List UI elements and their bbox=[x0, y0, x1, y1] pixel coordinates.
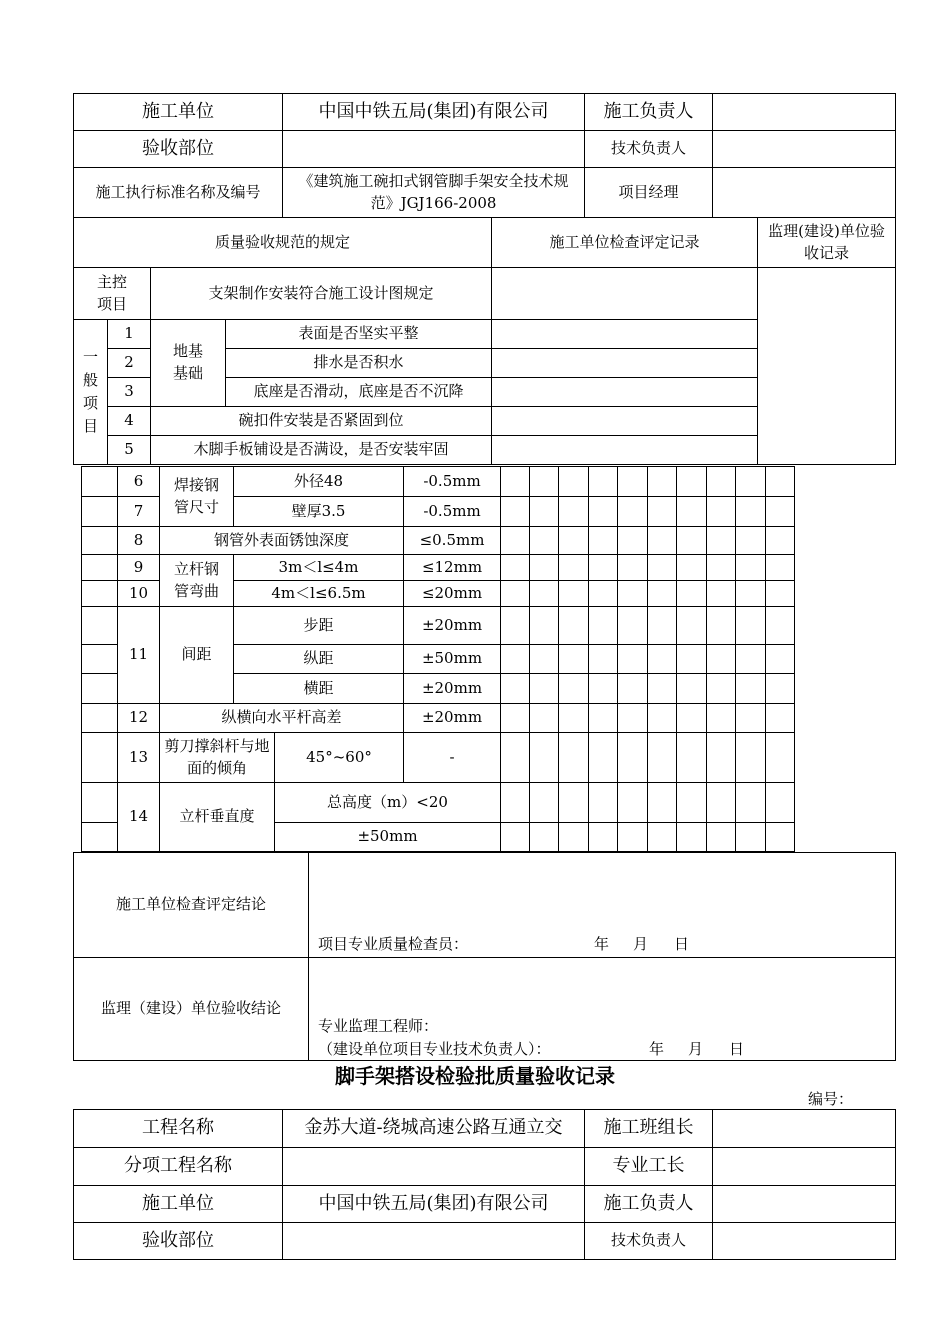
measure-cell[interactable] bbox=[736, 733, 766, 783]
weld-pipe-label: 焊接钢管尺寸 bbox=[160, 467, 234, 527]
measure-cell[interactable] bbox=[766, 555, 795, 581]
measure-cell[interactable] bbox=[618, 555, 648, 581]
measure-cell[interactable] bbox=[559, 704, 589, 733]
measure-cell[interactable] bbox=[589, 733, 618, 783]
measure-cell[interactable] bbox=[766, 674, 795, 704]
measure-cell[interactable] bbox=[530, 581, 559, 607]
construction-unit-value: 中国中铁五局(集团)有限公司 bbox=[283, 94, 585, 131]
blank-cell bbox=[82, 645, 118, 674]
spec-column-header: 质量验收规范的规定 bbox=[74, 218, 492, 268]
measure-cell[interactable] bbox=[559, 581, 589, 607]
serial-number-label: 编号： bbox=[808, 1090, 854, 1108]
measure-cell[interactable] bbox=[707, 607, 736, 645]
main-control-text: 支架制作安装符合施工设计图规定 bbox=[151, 268, 492, 320]
item-number: 5 bbox=[108, 436, 151, 465]
item-number: 12 bbox=[118, 704, 160, 733]
measure-cell[interactable] bbox=[766, 645, 795, 674]
foundation-label: 地基基础 bbox=[151, 320, 226, 407]
measure-cell[interactable] bbox=[677, 674, 707, 704]
tolerance: ≤20mm bbox=[404, 581, 501, 607]
measure-cell[interactable] bbox=[530, 607, 559, 645]
item-text: 3m＜l≤4m bbox=[234, 555, 404, 581]
measure-cell[interactable] bbox=[648, 674, 677, 704]
item-text: 碗扣件安装是否紧固到位 bbox=[151, 407, 492, 436]
blank-cell bbox=[82, 823, 118, 852]
team-leader-value[interactable] bbox=[713, 1110, 896, 1148]
measure-cell[interactable] bbox=[766, 823, 795, 852]
tolerance: ±20mm bbox=[404, 704, 501, 733]
measure-cell[interactable] bbox=[707, 704, 736, 733]
measure-cell[interactable] bbox=[707, 467, 736, 497]
measured-items-table bbox=[81, 466, 795, 852]
item-number: 4 bbox=[108, 407, 151, 436]
measure-cell[interactable] bbox=[589, 674, 618, 704]
tech-leader-label: 技术负责人 bbox=[585, 131, 713, 168]
main-control-record[interactable] bbox=[492, 268, 758, 320]
supervision-record-column-header: 监理(建设)单位验收记录 bbox=[758, 218, 896, 268]
measure-cell[interactable] bbox=[530, 783, 559, 823]
measure-cell[interactable] bbox=[530, 497, 559, 527]
measure-cell[interactable] bbox=[530, 555, 559, 581]
measure-cell[interactable] bbox=[589, 527, 618, 555]
acceptance-part-label: 验收部位 bbox=[74, 1223, 283, 1260]
pole-bend-label: 立杆钢管弯曲 bbox=[160, 555, 234, 607]
measure-cell[interactable] bbox=[501, 645, 530, 674]
measure-cell[interactable] bbox=[618, 783, 648, 823]
measure-cell[interactable] bbox=[618, 823, 648, 852]
item-number: 8 bbox=[118, 527, 160, 555]
blank-cell bbox=[82, 704, 118, 733]
blank-cell bbox=[82, 783, 118, 823]
blank-cell bbox=[82, 467, 118, 497]
tolerance: - bbox=[404, 733, 501, 783]
measure-cell[interactable] bbox=[589, 497, 618, 527]
measure-cell[interactable] bbox=[766, 733, 795, 783]
item-number: 11 bbox=[118, 607, 160, 704]
measure-cell[interactable] bbox=[648, 497, 677, 527]
measure-cell[interactable] bbox=[530, 467, 559, 497]
measure-cell[interactable] bbox=[766, 497, 795, 527]
measure-cell[interactable] bbox=[501, 607, 530, 645]
measure-cell[interactable] bbox=[677, 607, 707, 645]
measure-cell[interactable] bbox=[501, 733, 530, 783]
owner-line: （建设单位项目专业技术负责人）： bbox=[318, 1040, 551, 1058]
measure-cell[interactable] bbox=[736, 527, 766, 555]
measure-cell[interactable] bbox=[559, 607, 589, 645]
foreman-label: 专业工长 bbox=[585, 1148, 713, 1186]
item-number: 2 bbox=[108, 349, 151, 378]
measure-cell[interactable] bbox=[589, 555, 618, 581]
conclusion-table bbox=[73, 852, 896, 1061]
item-record[interactable] bbox=[492, 436, 758, 465]
measure-cell[interactable] bbox=[707, 555, 736, 581]
form-title: 脚手架搭设检验批质量验收记录 bbox=[335, 1064, 615, 1088]
tolerance: ±20mm bbox=[404, 674, 501, 704]
blank-cell bbox=[82, 527, 118, 555]
measure-cell[interactable] bbox=[501, 497, 530, 527]
check-record-column-header: 施工单位检查评定记录 bbox=[492, 218, 758, 268]
supervision-conclusion-label: 监理（建设）单位验收结论 bbox=[74, 958, 309, 1061]
date-month: 月 bbox=[688, 1040, 704, 1058]
measure-cell[interactable] bbox=[736, 607, 766, 645]
team-leader-label: 施工班组长 bbox=[585, 1110, 713, 1148]
item-record[interactable] bbox=[492, 349, 758, 378]
general-items-label: 一般项目 bbox=[74, 320, 108, 465]
acceptance-part-label: 验收部位 bbox=[74, 131, 283, 168]
measure-cell[interactable] bbox=[559, 645, 589, 674]
supervision-record-cell[interactable] bbox=[758, 268, 896, 465]
measure-cell[interactable] bbox=[530, 674, 559, 704]
measure-cell[interactable] bbox=[707, 823, 736, 852]
date-year: 年 bbox=[594, 935, 610, 953]
measure-cell[interactable] bbox=[677, 733, 707, 783]
item-record[interactable] bbox=[492, 407, 758, 436]
measure-cell[interactable] bbox=[736, 497, 766, 527]
measure-cell[interactable] bbox=[648, 467, 677, 497]
measure-cell[interactable] bbox=[648, 823, 677, 852]
standard-label: 施工执行标准名称及编号 bbox=[74, 168, 283, 218]
measure-cell[interactable] bbox=[589, 645, 618, 674]
measure-cell[interactable] bbox=[559, 823, 589, 852]
measure-cell[interactable] bbox=[530, 823, 559, 852]
date-day: 日 bbox=[674, 935, 690, 953]
construction-leader-label: 施工负责人 bbox=[585, 1186, 713, 1223]
measure-cell[interactable] bbox=[677, 467, 707, 497]
measure-cell[interactable] bbox=[766, 581, 795, 607]
blank-cell bbox=[82, 674, 118, 704]
measure-cell[interactable] bbox=[618, 581, 648, 607]
item-number: 9 bbox=[118, 555, 160, 581]
tolerance: -0.5mm bbox=[404, 467, 501, 497]
tech-leader-value[interactable] bbox=[713, 1223, 896, 1260]
tolerance: ≤12mm bbox=[404, 555, 501, 581]
measure-cell[interactable] bbox=[618, 674, 648, 704]
construction-leader-value[interactable] bbox=[713, 94, 896, 131]
measure-cell[interactable] bbox=[677, 823, 707, 852]
main-control-label: 主控项目 bbox=[74, 268, 151, 320]
measure-cell[interactable] bbox=[648, 555, 677, 581]
measure-cell[interactable] bbox=[589, 607, 618, 645]
tech-leader-value[interactable] bbox=[713, 131, 896, 168]
foreman-value[interactable] bbox=[713, 1148, 896, 1186]
measure-cell[interactable] bbox=[589, 823, 618, 852]
measure-cell[interactable] bbox=[736, 783, 766, 823]
project-name-label: 工程名称 bbox=[74, 1110, 283, 1148]
measure-cell[interactable] bbox=[677, 704, 707, 733]
measure-cell[interactable] bbox=[589, 467, 618, 497]
item-record[interactable] bbox=[492, 320, 758, 349]
tolerance: ±20mm bbox=[404, 607, 501, 645]
measure-cell[interactable] bbox=[736, 823, 766, 852]
measure-cell[interactable] bbox=[501, 823, 530, 852]
bracing-label: 剪刀撑斜杆与地面的倾角 bbox=[160, 733, 275, 783]
tech-leader-label: 技术负责人 bbox=[585, 1223, 713, 1260]
item-text: 纵横向水平杆高差 bbox=[160, 704, 404, 733]
measure-cell[interactable] bbox=[559, 497, 589, 527]
item-text: 总高度（m）<20 bbox=[275, 783, 501, 823]
measure-cell[interactable] bbox=[707, 527, 736, 555]
inspection-table-top bbox=[73, 93, 896, 465]
item-number: 13 bbox=[118, 733, 160, 783]
construction-leader-value[interactable] bbox=[713, 1186, 896, 1223]
date-month: 月 bbox=[633, 935, 649, 953]
item-text: 底座是否滑动，底座是否不沉降 bbox=[226, 378, 492, 407]
tolerance: ±50mm bbox=[404, 645, 501, 674]
item-number: 14 bbox=[118, 783, 160, 852]
item-number: 6 bbox=[118, 467, 160, 497]
measure-cell[interactable] bbox=[677, 581, 707, 607]
measure-cell[interactable] bbox=[707, 783, 736, 823]
item-text: 外径48 bbox=[234, 467, 404, 497]
construction-unit-label: 施工单位 bbox=[74, 1186, 283, 1223]
measure-cell[interactable] bbox=[648, 704, 677, 733]
measure-cell[interactable] bbox=[736, 645, 766, 674]
measure-cell[interactable] bbox=[501, 467, 530, 497]
measure-cell[interactable] bbox=[618, 704, 648, 733]
measure-cell[interactable] bbox=[618, 497, 648, 527]
measure-cell[interactable] bbox=[648, 733, 677, 783]
measure-cell[interactable] bbox=[501, 581, 530, 607]
measure-cell[interactable] bbox=[501, 674, 530, 704]
project-name-value: 金苏大道-绕城高速公路互通立交 bbox=[283, 1110, 585, 1148]
blank-cell bbox=[82, 733, 118, 783]
measure-cell[interactable] bbox=[707, 733, 736, 783]
measure-cell[interactable] bbox=[530, 645, 559, 674]
blank-cell bbox=[82, 555, 118, 581]
blank-cell bbox=[82, 497, 118, 527]
acceptance-part-value[interactable] bbox=[283, 1223, 585, 1260]
subproject-label: 分项工程名称 bbox=[74, 1148, 283, 1186]
vertical-label: 立杆垂直度 bbox=[160, 783, 275, 852]
measure-cell[interactable] bbox=[736, 555, 766, 581]
item-text: 排水是否积水 bbox=[226, 349, 492, 378]
measure-cell[interactable] bbox=[530, 733, 559, 783]
item-number: 10 bbox=[118, 581, 160, 607]
item-text: 表面是否坚实平整 bbox=[226, 320, 492, 349]
measure-cell[interactable] bbox=[559, 527, 589, 555]
measure-cell[interactable] bbox=[501, 783, 530, 823]
tolerance: ≤0.5mm bbox=[404, 527, 501, 555]
item-record[interactable] bbox=[492, 378, 758, 407]
date-year: 年 bbox=[649, 1040, 665, 1058]
measure-cell[interactable] bbox=[766, 467, 795, 497]
measure-cell[interactable] bbox=[618, 733, 648, 783]
measure-cell[interactable] bbox=[707, 674, 736, 704]
item-number: 1 bbox=[108, 320, 151, 349]
construction-unit-value: 中国中铁五局(集团)有限公司 bbox=[283, 1186, 585, 1223]
item-number: 7 bbox=[118, 497, 160, 527]
measure-cell[interactable] bbox=[648, 581, 677, 607]
measure-cell[interactable] bbox=[736, 467, 766, 497]
measure-cell[interactable] bbox=[501, 704, 530, 733]
measure-cell[interactable] bbox=[559, 733, 589, 783]
project-manager-label: 项目经理 bbox=[585, 168, 713, 218]
measure-cell[interactable] bbox=[589, 704, 618, 733]
measure-cell[interactable] bbox=[501, 527, 530, 555]
item-text: 纵距 bbox=[234, 645, 404, 674]
engineer-line: 专业监理工程师： bbox=[318, 1017, 439, 1035]
measure-cell[interactable] bbox=[707, 645, 736, 674]
measure-cell[interactable] bbox=[501, 555, 530, 581]
subproject-value[interactable] bbox=[283, 1148, 585, 1186]
item-text: 4m＜l≤6.5m bbox=[234, 581, 404, 607]
measure-cell[interactable] bbox=[648, 607, 677, 645]
measure-cell[interactable] bbox=[618, 527, 648, 555]
measure-cell[interactable] bbox=[618, 645, 648, 674]
item-text: 木脚手板铺设是否满设，是否安装牢固 bbox=[151, 436, 492, 465]
item-text: 横距 bbox=[234, 674, 404, 704]
measure-cell[interactable] bbox=[766, 527, 795, 555]
tolerance: -0.5mm bbox=[404, 497, 501, 527]
item-text: 步距 bbox=[234, 607, 404, 645]
measure-cell[interactable] bbox=[648, 527, 677, 555]
item-text: 45°~60° bbox=[275, 733, 404, 783]
measure-cell[interactable] bbox=[559, 555, 589, 581]
date-day: 日 bbox=[729, 1040, 745, 1058]
measure-cell[interactable] bbox=[736, 674, 766, 704]
measure-cell[interactable] bbox=[559, 467, 589, 497]
measure-cell[interactable] bbox=[648, 645, 677, 674]
construction-leader-label: 施工负责人 bbox=[585, 94, 713, 131]
inspector-line: 项目专业质量检查员： bbox=[318, 935, 469, 953]
tolerance: ±50mm bbox=[275, 823, 501, 852]
next-form-header-table bbox=[73, 1109, 896, 1260]
measure-cell[interactable] bbox=[618, 467, 648, 497]
measure-cell[interactable] bbox=[766, 607, 795, 645]
construction-unit-label: 施工单位 bbox=[74, 94, 283, 131]
measure-cell[interactable] bbox=[677, 527, 707, 555]
measure-cell[interactable] bbox=[736, 581, 766, 607]
blank-cell bbox=[82, 607, 118, 645]
measure-cell[interactable] bbox=[766, 783, 795, 823]
measure-cell[interactable] bbox=[766, 704, 795, 733]
measure-cell[interactable] bbox=[618, 607, 648, 645]
measure-cell[interactable] bbox=[677, 555, 707, 581]
item-number: 3 bbox=[108, 378, 151, 407]
spacing-label: 间距 bbox=[160, 607, 234, 704]
item-text: 钢管外表面锈蚀深度 bbox=[160, 527, 404, 555]
measure-cell[interactable] bbox=[648, 783, 677, 823]
measure-cell[interactable] bbox=[677, 645, 707, 674]
standard-value: 《建筑施工碗扣式钢管脚手架安全技术规范》JGJ166-2008 bbox=[283, 168, 585, 218]
measure-cell[interactable] bbox=[677, 497, 707, 527]
measure-cell[interactable] bbox=[707, 581, 736, 607]
measure-cell[interactable] bbox=[677, 783, 707, 823]
measure-cell[interactable] bbox=[530, 527, 559, 555]
item-text: 壁厚3.5 bbox=[234, 497, 404, 527]
acceptance-part-value[interactable] bbox=[283, 131, 585, 168]
measure-cell[interactable] bbox=[559, 783, 589, 823]
measure-cell[interactable] bbox=[736, 704, 766, 733]
measure-cell[interactable] bbox=[530, 704, 559, 733]
measure-cell[interactable] bbox=[707, 497, 736, 527]
measure-cell[interactable] bbox=[589, 581, 618, 607]
measure-cell[interactable] bbox=[559, 674, 589, 704]
construction-conclusion-label: 施工单位检查评定结论 bbox=[74, 853, 309, 958]
project-manager-value[interactable] bbox=[713, 168, 896, 218]
blank-cell bbox=[82, 581, 118, 607]
measure-cell[interactable] bbox=[589, 783, 618, 823]
